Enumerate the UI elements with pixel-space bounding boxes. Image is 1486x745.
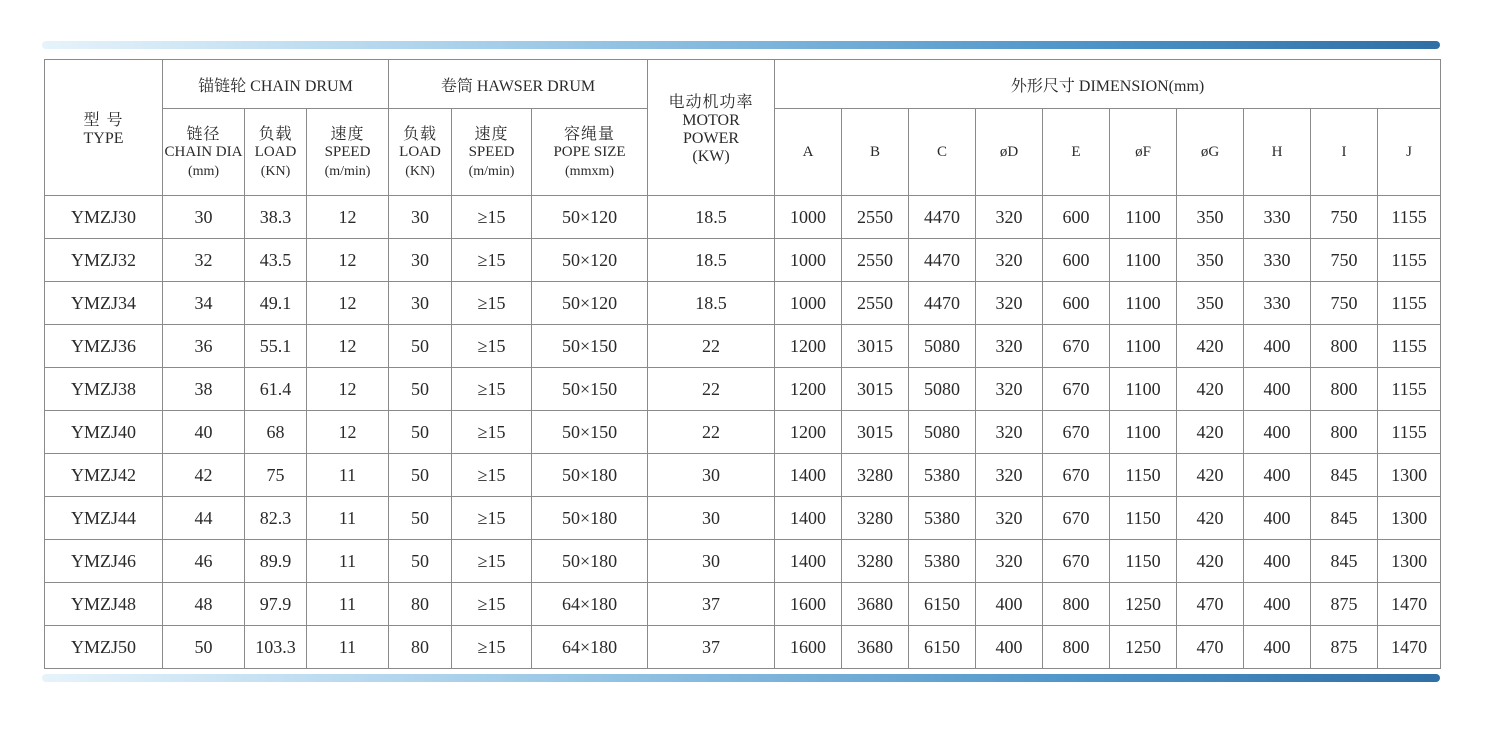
dimension-col-e: E (1043, 109, 1110, 196)
dimension-col-b: B (842, 109, 909, 196)
table-cell: 50×180 (532, 497, 648, 540)
table-cell: 320 (976, 368, 1043, 411)
table-cell: 875 (1311, 583, 1378, 626)
table-cell: 400 (1244, 497, 1311, 540)
table-cell: 1155 (1378, 325, 1441, 368)
table-cell: 1155 (1378, 368, 1441, 411)
chain-drum-header: 锚链轮 CHAIN DRUM (163, 60, 389, 109)
table-cell: 1400 (775, 540, 842, 583)
table-cell: 44 (163, 497, 245, 540)
table-cell: 670 (1043, 497, 1110, 540)
table-cell: 97.9 (245, 583, 307, 626)
table-cell: 320 (976, 411, 1043, 454)
table-cell: 49.1 (245, 282, 307, 325)
table-cell: 400 (1244, 540, 1311, 583)
table-cell: ≥15 (452, 325, 532, 368)
table-cell: 82.3 (245, 497, 307, 540)
table-cell: ≥15 (452, 497, 532, 540)
table-cell: 330 (1244, 239, 1311, 282)
table-cell: 50×120 (532, 282, 648, 325)
table-row (45, 325, 1441, 368)
table-cell: 670 (1043, 454, 1110, 497)
table-cell: 3280 (842, 454, 909, 497)
table-cell: 64×180 (532, 583, 648, 626)
table-cell: 1200 (775, 368, 842, 411)
table-cell: 50 (389, 325, 452, 368)
table-cell: 11 (307, 540, 389, 583)
table-cell: 3680 (842, 626, 909, 669)
table-cell: YMZJ30 (45, 196, 163, 239)
table-cell: 50×120 (532, 239, 648, 282)
table-cell: ≥15 (452, 196, 532, 239)
table-cell: 1150 (1110, 540, 1177, 583)
table-cell: 400 (1244, 411, 1311, 454)
table-cell: 750 (1311, 196, 1378, 239)
table-cell: 400 (1244, 368, 1311, 411)
table-cell: 1300 (1378, 454, 1441, 497)
table-cell: 3280 (842, 540, 909, 583)
table-cell: 30 (648, 454, 775, 497)
top-decorative-bar (42, 41, 1440, 49)
table-cell: 1200 (775, 411, 842, 454)
table-cell: 46 (163, 540, 245, 583)
table-cell: 420 (1177, 540, 1244, 583)
table-cell: 18.5 (648, 239, 775, 282)
table-cell: 670 (1043, 325, 1110, 368)
table-cell: 80 (389, 583, 452, 626)
table-cell: 3680 (842, 583, 909, 626)
table-cell: 30 (163, 196, 245, 239)
table-cell: 50 (163, 626, 245, 669)
table-cell: 845 (1311, 540, 1378, 583)
table-row (45, 626, 1441, 669)
table-cell: 3015 (842, 325, 909, 368)
table-cell: 38 (163, 368, 245, 411)
table-cell: ≥15 (452, 368, 532, 411)
table-cell: 5080 (909, 411, 976, 454)
table-cell: ≥15 (452, 239, 532, 282)
table-cell: 330 (1244, 196, 1311, 239)
table-cell: 40 (163, 411, 245, 454)
table-cell: 68 (245, 411, 307, 454)
table-cell: 12 (307, 282, 389, 325)
table-cell: 30 (389, 196, 452, 239)
table-cell: 11 (307, 497, 389, 540)
hawser-load-header: 负载 LOAD (KN) (389, 109, 452, 196)
table-cell: 12 (307, 239, 389, 282)
table-cell: YMZJ40 (45, 411, 163, 454)
table-cell: 1100 (1110, 325, 1177, 368)
table-cell: 400 (1244, 454, 1311, 497)
table-cell: 1600 (775, 626, 842, 669)
table-cell: 400 (976, 583, 1043, 626)
table-cell: 37 (648, 626, 775, 669)
table-cell: 32 (163, 239, 245, 282)
table-cell: 1155 (1378, 411, 1441, 454)
type-header: 型 号 TYPE (45, 60, 163, 196)
table-cell: 50×150 (532, 411, 648, 454)
table-cell: 18.5 (648, 196, 775, 239)
table-cell: 350 (1177, 196, 1244, 239)
table-cell: 6150 (909, 626, 976, 669)
table-cell: 22 (648, 411, 775, 454)
dimension-col-h: H (1244, 109, 1311, 196)
table-cell: 61.4 (245, 368, 307, 411)
table-cell: 22 (648, 368, 775, 411)
table-cell: 12 (307, 325, 389, 368)
dimension-col-i: I (1311, 109, 1378, 196)
table-cell: 11 (307, 626, 389, 669)
dimension-col-g: øG (1177, 109, 1244, 196)
table-cell: 80 (389, 626, 452, 669)
dimension-col-d: øD (976, 109, 1043, 196)
table-cell: 1470 (1378, 583, 1441, 626)
table-cell: 4470 (909, 282, 976, 325)
table-cell: 420 (1177, 325, 1244, 368)
table-cell: 50 (389, 540, 452, 583)
table-cell: YMZJ34 (45, 282, 163, 325)
table-cell: 470 (1177, 583, 1244, 626)
bottom-decorative-bar (42, 674, 1440, 682)
table-cell: YMZJ42 (45, 454, 163, 497)
table-cell: 1150 (1110, 454, 1177, 497)
table-cell: 50×180 (532, 454, 648, 497)
table-cell: 12 (307, 196, 389, 239)
table-cell: 1100 (1110, 196, 1177, 239)
table-cell: 320 (976, 454, 1043, 497)
table-cell: 1470 (1378, 626, 1441, 669)
table-cell: 750 (1311, 239, 1378, 282)
table-cell: ≥15 (452, 626, 532, 669)
table-cell: 1155 (1378, 282, 1441, 325)
table-cell: 350 (1177, 282, 1244, 325)
table-cell: 5080 (909, 325, 976, 368)
table-cell: ≥15 (452, 540, 532, 583)
table-cell: 320 (976, 239, 1043, 282)
table-cell: YMZJ48 (45, 583, 163, 626)
table-cell: 50×120 (532, 196, 648, 239)
table-cell: 800 (1311, 325, 1378, 368)
table-cell: 36 (163, 325, 245, 368)
table-cell: 5380 (909, 540, 976, 583)
table-cell: 43.5 (245, 239, 307, 282)
table-cell: 600 (1043, 239, 1110, 282)
dimension-col-a: A (775, 109, 842, 196)
table-cell: 470 (1177, 626, 1244, 669)
table-cell: 800 (1043, 626, 1110, 669)
table-cell: 800 (1043, 583, 1110, 626)
table-row (45, 239, 1441, 282)
table-cell: 50 (389, 454, 452, 497)
table-cell: 30 (648, 497, 775, 540)
table-cell: 30 (389, 239, 452, 282)
table-cell: 670 (1043, 540, 1110, 583)
table-cell: 18.5 (648, 282, 775, 325)
table-cell: 320 (976, 282, 1043, 325)
table-cell: 1155 (1378, 196, 1441, 239)
windlass-spec-table (44, 59, 1441, 669)
table-cell: 3015 (842, 368, 909, 411)
table-cell: 3280 (842, 497, 909, 540)
table-cell: YMZJ32 (45, 239, 163, 282)
table-cell: 845 (1311, 454, 1378, 497)
table-cell: 4470 (909, 196, 976, 239)
table-cell: 420 (1177, 454, 1244, 497)
table-body (45, 196, 1441, 669)
table-cell: ≥15 (452, 282, 532, 325)
table-cell: 1400 (775, 497, 842, 540)
table-cell: YMZJ46 (45, 540, 163, 583)
table-cell: 37 (648, 583, 775, 626)
table-cell: 420 (1177, 497, 1244, 540)
chain-load-header: 负载 LOAD (KN) (245, 109, 307, 196)
dimension-col-f: øF (1110, 109, 1177, 196)
table-cell: 320 (976, 325, 1043, 368)
table-cell: 1100 (1110, 411, 1177, 454)
table-cell: 89.9 (245, 540, 307, 583)
table-cell: 1100 (1110, 239, 1177, 282)
table-row (45, 368, 1441, 411)
table-cell: 320 (976, 196, 1043, 239)
table-cell: 400 (1244, 626, 1311, 669)
chain-speed-header: 速度 SPEED (m/min) (307, 109, 389, 196)
table-cell: 875 (1311, 626, 1378, 669)
table-cell: 50×150 (532, 325, 648, 368)
table-cell: ≥15 (452, 454, 532, 497)
hawser-drum-header: 卷筒 HAWSER DRUM (389, 60, 648, 109)
table-cell: 5380 (909, 454, 976, 497)
table-cell: 1300 (1378, 497, 1441, 540)
table-cell: 1155 (1378, 239, 1441, 282)
table-cell: 42 (163, 454, 245, 497)
table-cell: 55.1 (245, 325, 307, 368)
table-cell: 600 (1043, 196, 1110, 239)
table-cell: 103.3 (245, 626, 307, 669)
table-cell: 2550 (842, 239, 909, 282)
table-cell: 350 (1177, 239, 1244, 282)
chain-dia-header: 链径 CHAIN DIA (mm) (163, 109, 245, 196)
table-cell: 670 (1043, 368, 1110, 411)
table-cell: 1100 (1110, 282, 1177, 325)
table-cell: 30 (389, 282, 452, 325)
table-cell: 2550 (842, 282, 909, 325)
hawser-speed-header: 速度 SPEED (m/min) (452, 109, 532, 196)
table-cell: 1250 (1110, 626, 1177, 669)
table-cell: 11 (307, 454, 389, 497)
table-cell: 38.3 (245, 196, 307, 239)
table-cell: 1000 (775, 239, 842, 282)
table-cell: YMZJ38 (45, 368, 163, 411)
table-cell: 6150 (909, 583, 976, 626)
table-cell: 1200 (775, 325, 842, 368)
table-cell: 800 (1311, 368, 1378, 411)
table-cell: 11 (307, 583, 389, 626)
table-row (45, 454, 1441, 497)
table-cell: 1000 (775, 196, 842, 239)
table-cell: 330 (1244, 282, 1311, 325)
dimension-header: 外形尺寸 DIMENSION(mm) (775, 60, 1441, 109)
table-cell: 75 (245, 454, 307, 497)
table-cell: 22 (648, 325, 775, 368)
table-cell: 12 (307, 368, 389, 411)
table-cell: 400 (976, 626, 1043, 669)
table-cell: 50 (389, 368, 452, 411)
table-row (45, 411, 1441, 454)
table-cell: 4470 (909, 239, 976, 282)
table-cell: 750 (1311, 282, 1378, 325)
table-cell: 1600 (775, 583, 842, 626)
table-cell: 1300 (1378, 540, 1441, 583)
table-cell: YMZJ44 (45, 497, 163, 540)
table-cell: 64×180 (532, 626, 648, 669)
table-cell: YMZJ36 (45, 325, 163, 368)
table-cell: 1250 (1110, 583, 1177, 626)
table-cell: ≥15 (452, 411, 532, 454)
table-cell: 845 (1311, 497, 1378, 540)
table-cell: 670 (1043, 411, 1110, 454)
table-cell: YMZJ50 (45, 626, 163, 669)
table-cell: 1400 (775, 454, 842, 497)
motor-power-header: 电动机功率 MOTOR POWER (KW) (648, 60, 775, 196)
table-row (45, 540, 1441, 583)
table-cell: 50 (389, 497, 452, 540)
table-cell: 50×150 (532, 368, 648, 411)
table-cell: 600 (1043, 282, 1110, 325)
table-cell: 12 (307, 411, 389, 454)
dimension-col-c: C (909, 109, 976, 196)
table-cell: 34 (163, 282, 245, 325)
table-cell: 2550 (842, 196, 909, 239)
table-cell: 1150 (1110, 497, 1177, 540)
table-cell: 1100 (1110, 368, 1177, 411)
table-cell: 50 (389, 411, 452, 454)
table-row (45, 282, 1441, 325)
rope-size-header: 容绳量 POPE SIZE (mmxm) (532, 109, 648, 196)
table-row (45, 497, 1441, 540)
table-cell: 400 (1244, 583, 1311, 626)
table-cell: 1000 (775, 282, 842, 325)
table-cell: 3015 (842, 411, 909, 454)
table-cell: 5380 (909, 497, 976, 540)
table-cell: ≥15 (452, 583, 532, 626)
table-cell: 400 (1244, 325, 1311, 368)
table-cell: 48 (163, 583, 245, 626)
table-cell: 420 (1177, 411, 1244, 454)
table-cell: 320 (976, 497, 1043, 540)
table-cell: 5080 (909, 368, 976, 411)
table-cell: 320 (976, 540, 1043, 583)
table-row (45, 196, 1441, 239)
dimension-col-j: J (1378, 109, 1441, 196)
table-cell: 50×180 (532, 540, 648, 583)
table-cell: 30 (648, 540, 775, 583)
table-row (45, 583, 1441, 626)
table-cell: 420 (1177, 368, 1244, 411)
table-cell: 800 (1311, 411, 1378, 454)
